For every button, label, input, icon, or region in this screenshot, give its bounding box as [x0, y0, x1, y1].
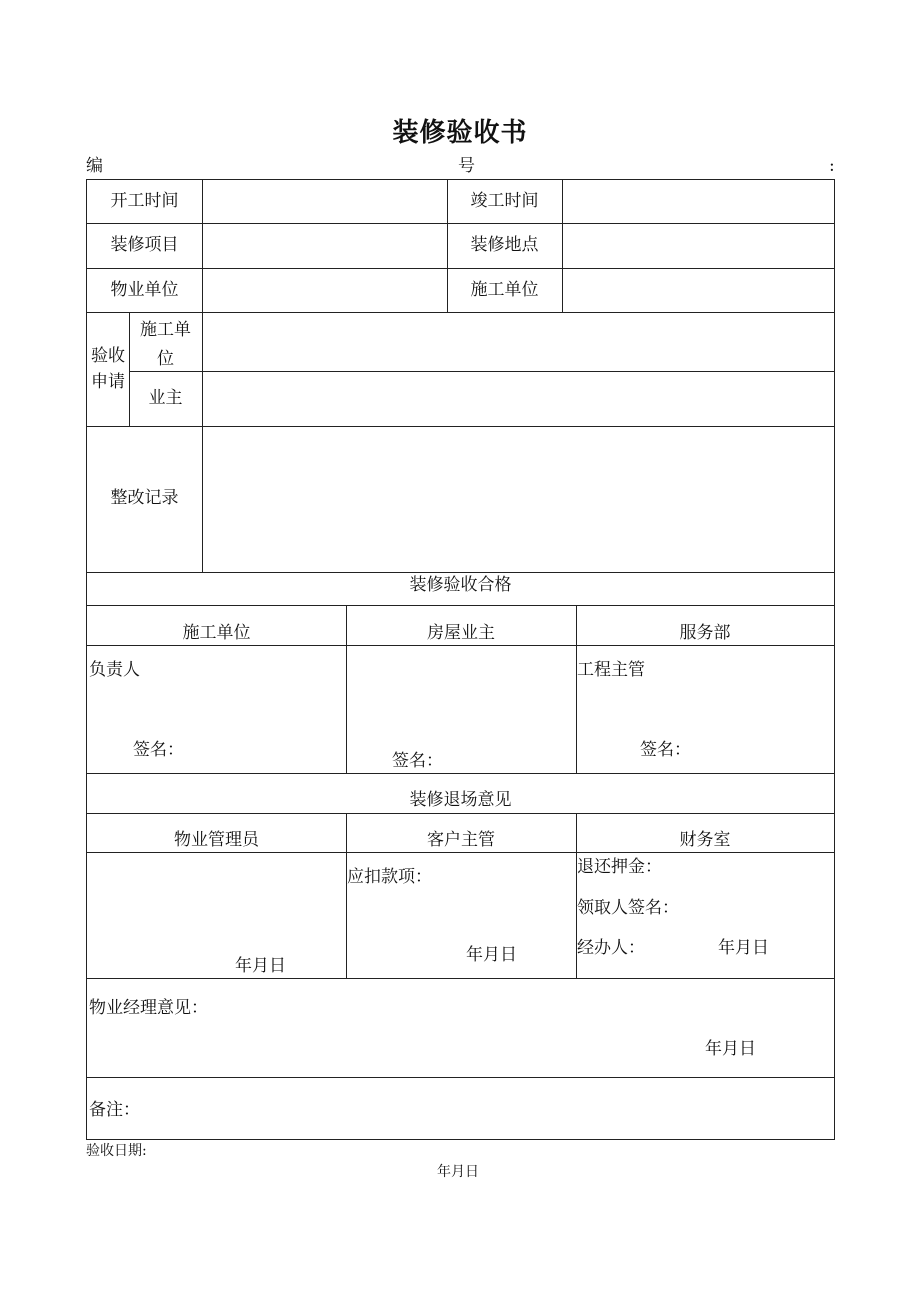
signature-label-service: 签名：: [640, 740, 691, 760]
column-divider: [562, 180, 563, 312]
end-time-label: 竣工时间: [470, 191, 539, 211]
exit-col-client-supervisor: 客户主管: [427, 830, 495, 850]
acceptance-application-label-2: 申请: [91, 372, 125, 392]
exit-date-client: 年月日: [466, 945, 517, 965]
document-title: 装修验收书: [392, 118, 528, 148]
form-table: [86, 179, 835, 1140]
row-divider: [87, 312, 834, 313]
number-label-part1: 编: [86, 156, 103, 176]
remarks-label: 备注：: [89, 1100, 140, 1120]
acceptance-col-service: 服务部: [679, 623, 731, 643]
handler-label: 经办人：: [577, 938, 645, 958]
deductions-label: 应扣款项：: [347, 867, 432, 887]
row-divider: [87, 605, 834, 606]
start-time-label: 开工时间: [110, 191, 179, 211]
acceptance-col-construction: 施工单位: [182, 623, 251, 643]
application-owner-label: 业主: [148, 388, 183, 408]
acceptance-date-value: 年月日: [437, 1164, 479, 1180]
acceptance-application-label-1: 验收: [91, 346, 125, 366]
exit-date-admin: 年月日: [235, 956, 286, 976]
application-construction-label-1: 施工单: [140, 320, 191, 340]
row-divider: [87, 978, 834, 979]
row-divider: [87, 645, 834, 646]
row-divider: [87, 268, 834, 269]
exit-col-property-admin: 物业管理员: [174, 830, 259, 850]
property-unit-label: 物业单位: [110, 280, 179, 300]
row-divider: [87, 1077, 834, 1078]
number-colon: :: [829, 156, 835, 176]
row-divider: [87, 773, 834, 774]
engineering-supervisor-label: 工程主管: [577, 660, 645, 680]
row-divider: [87, 426, 834, 427]
row-divider: [129, 371, 834, 372]
acceptance-col-owner: 房屋业主: [427, 623, 495, 643]
acceptance-date-label: 验收日期:: [86, 1143, 147, 1159]
row-divider: [87, 223, 834, 224]
construction-unit-label: 施工单位: [470, 280, 539, 300]
manager-opinion-label: 物业经理意见：: [89, 998, 208, 1018]
column-divider: [202, 180, 203, 312]
deposit-return-label: 退还押金：: [577, 857, 662, 877]
acceptance-header: 装修验收合格: [409, 575, 512, 595]
exit-col-finance: 财务室: [679, 830, 731, 850]
number-label-part2: 号: [458, 156, 475, 176]
signature-label-owner: 签名：: [392, 751, 443, 771]
recipient-signature-label: 领取人签名：: [577, 898, 679, 918]
exit-header: 装修退场意见: [409, 790, 512, 810]
responsible-person-label: 负责人: [89, 660, 140, 680]
signature-label-construction: 签名：: [133, 740, 184, 760]
column-divider: [202, 312, 203, 572]
location-label: 装修地点: [470, 235, 539, 255]
application-construction-label-2: 位: [157, 349, 174, 369]
row-divider: [87, 572, 834, 573]
manager-opinion-date: 年月日: [705, 1039, 756, 1059]
exit-date-finance: 年月日: [718, 938, 769, 958]
rectification-label: 整改记录: [110, 488, 179, 508]
row-divider: [87, 852, 834, 853]
row-divider: [87, 813, 834, 814]
project-label: 装修项目: [110, 235, 179, 255]
